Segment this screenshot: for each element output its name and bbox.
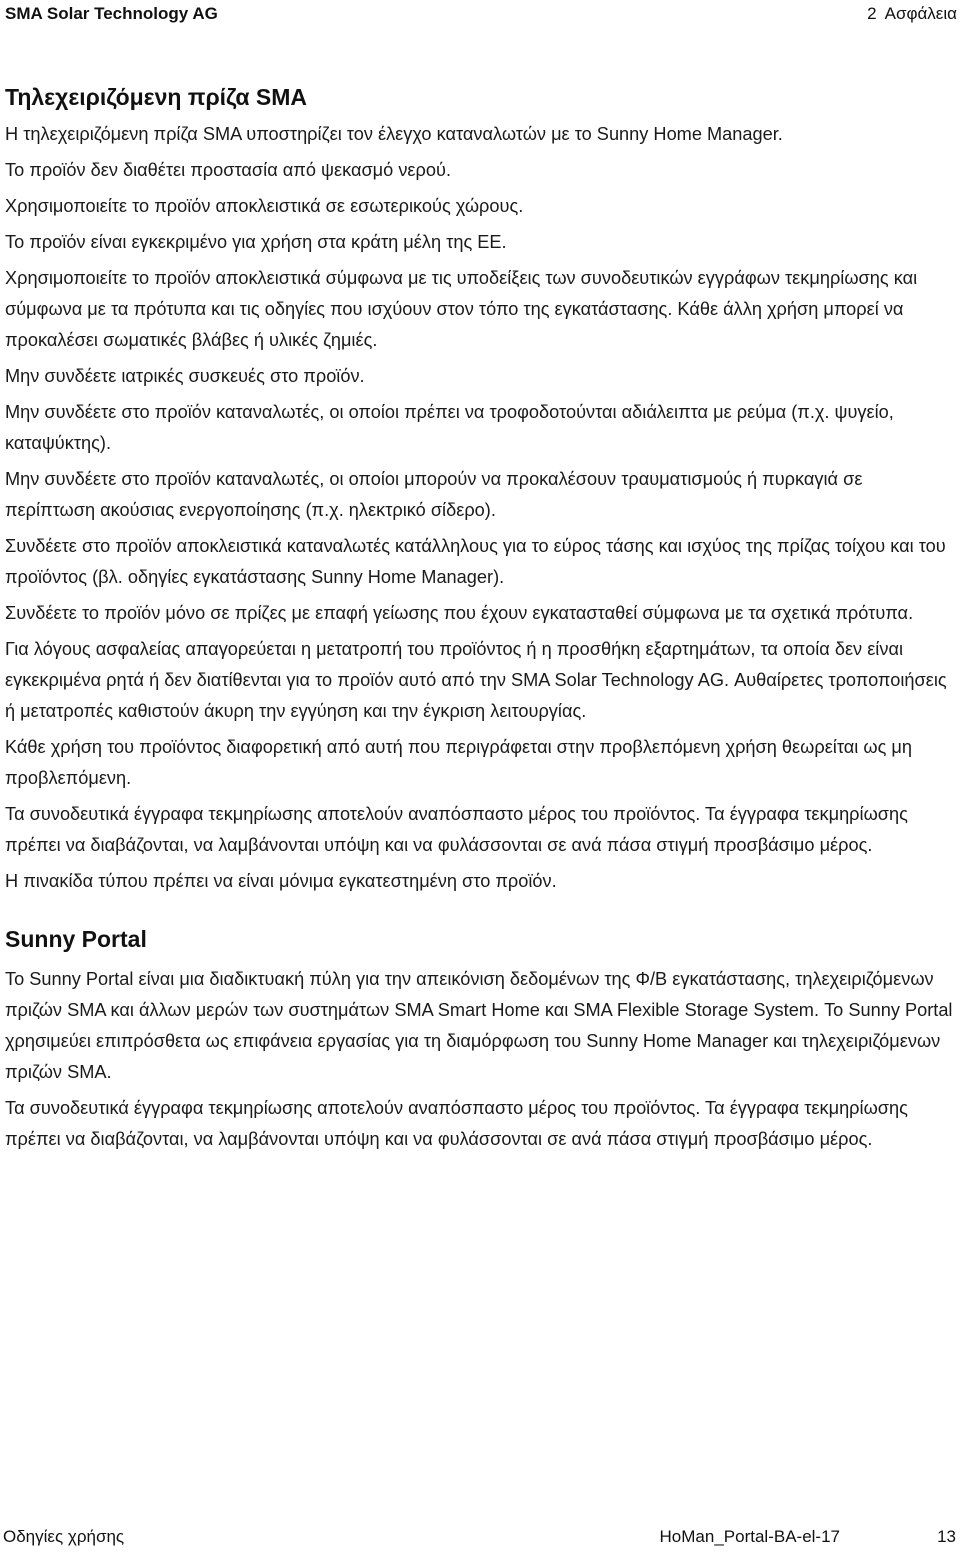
section-heading-sunny-portal: Sunny Portal [5, 926, 147, 952]
chapter-title: Ασφάλεια [884, 4, 957, 23]
paragraph: Μην συνδέετε στο προϊόν καταναλωτές, οι οποίοι μπορούν να προκαλέσουν τραυματισμούς ή πυρκαγιά σε περίπτωση ακούσιας ενεργοποίησης (π.χ. ηλεκτρικό σίδερο). [5, 469, 863, 520]
paragraph: Μην συνδέετε ιατρικές συσκευές στο προϊόν. [5, 366, 365, 386]
page-footer [0, 1523, 960, 1553]
page-body [5, 82, 955, 1160]
paragraph: Το Sunny Portal είναι μια διαδικτυακή πύλη για την απεικόνιση δεδομένων της Φ/Β εγκατάστασης, τηλεχειριζόμενων πριζών SMA και άλλων μερών των συστημάτων SMA Smart Home και SMA Flexible Storage System. Το Sunny Portal χρησιμεύει επιπρόσθετα ως επιφάνεια εργασίας για τη διαμόρφωση του Sunny Home Manager και τηλεχειριζόμενων πριζών SMA. [5, 969, 953, 1082]
section-heading-sma-plug: Τηλεχειριζόμενη πρίζα SMA [5, 84, 307, 110]
paragraph: Η πινακίδα τύπου πρέπει να είναι μόνιμα εγκατεστημένη στο προϊόν. [5, 871, 557, 891]
footer-doc-type: Οδηγίες χρήσης [3, 1527, 125, 1546]
chapter-number: 2 [867, 4, 877, 23]
paragraph: Μην συνδέετε στο προϊόν καταναλωτές, οι οποίοι πρέπει να τροφοδοτούνται αδιάλειπτα με ρεύμα (π.χ. ψυγείο, καταψύκτης). [5, 402, 894, 453]
paragraph: Για λόγους ασφαλείας απαγορεύεται η μετατροπή του προϊόντος ή η προσθήκη εξαρτημάτων, τα οποία δεν είναι εγκεκριμένα ρητά ή δεν διατίθενται για το προϊόν αυτό από την SMA Solar Technology AG. Αυθαίρετες τροποποιήσεις ή μετατροπές καθιστούν άκυρη την εγγύηση και την έγκριση λειτουργίας. [5, 639, 947, 721]
paragraph: Τα συνοδευτικά έγγραφα τεκμηρίωσης αποτελούν αναπόσπαστο μέρος του προϊόντος. Τα έγγραφα τεκμηρίωσης πρέπει να διαβάζονται, να λαμβάνονται υπόψη και να φυλάσσονται σε ανά πάσα στιγμή προσβάσιμο μέρος. [5, 804, 908, 855]
paragraph: Χρησιμοποιείτε το προϊόν αποκλειστικά σύμφωνα με τις υποδείξεις των συνοδευτικών εγγράφων τεκμηρίωσης και σύμφωνα με τα πρότυπα και τις οδηγίες που ισχύουν στον τόπο της εγκατάστασης. Κάθε άλλη χρήση μπορεί να προκαλέσει σωματικές βλάβες ή υλικές ζημιές. [5, 268, 918, 350]
paragraph: Συνδέετε το προϊόν μόνο σε πρίζες με επαφή γείωσης που έχουν εγκατασταθεί σύμφωνα με τα σχετικά πρότυπα. [5, 603, 914, 623]
header-chapter [867, 4, 957, 24]
paragraph: Τα συνοδευτικά έγγραφα τεκμηρίωσης αποτελούν αναπόσπαστο μέρος του προϊόντος. Τα έγγραφα τεκμηρίωσης πρέπει να διαβάζονται, να λαμβάνονται υπόψη και να φυλάσσονται σε ανά πάσα στιγμή προσβάσιμο μέρος. [5, 1098, 908, 1149]
paragraph: Το προϊόν δεν διαθέτει προστασία από ψεκασμό νερού. [5, 160, 451, 180]
footer-doc-code: HoMan_Portal-BA-el-17 [659, 1527, 840, 1546]
paragraph: Συνδέετε στο προϊόν αποκλειστικά καταναλωτές κατάλληλους για το εύρος τάσης και ισχύος της πρίζας τοίχου και του προϊόντος (βλ. οδηγίες εγκατάστασης Sunny Home Manager). [5, 536, 946, 587]
paragraph: Χρησιμοποιείτε το προϊόν αποκλειστικά σε εσωτερικούς χώρους. [5, 196, 524, 216]
paragraph: Η τηλεχειριζόμενη πρίζα SMA υποστηρίζει τον έλεγχο καταναλωτών με το Sunny Home Manager. [5, 124, 783, 144]
footer-page-number: 13 [937, 1527, 956, 1546]
header-company: SMA Solar Technology AG [5, 4, 218, 23]
paragraph: Κάθε χρήση του προϊόντος διαφορετική από αυτή που περιγράφεται στην προβλεπόμενη χρήση θεωρείται ως μη προβλεπόμενη. [5, 737, 912, 788]
paragraph: Το προϊόν είναι εγκεκριμένο για χρήση στα κράτη μέλη της ΕΕ. [5, 232, 507, 252]
page-header [0, 0, 960, 30]
